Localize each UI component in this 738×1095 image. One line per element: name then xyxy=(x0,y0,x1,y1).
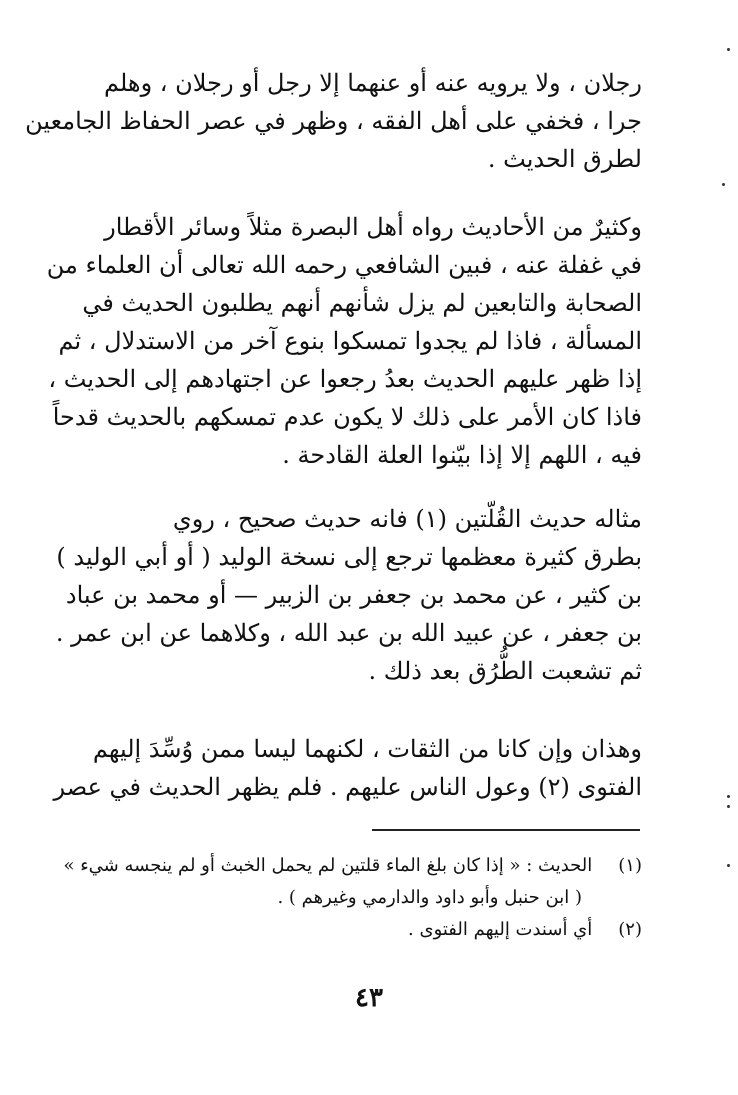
paragraph-1 xyxy=(25,64,642,178)
paragraph-4 xyxy=(53,730,642,806)
paragraph-line: لطرق الحديث . xyxy=(487,145,642,173)
paragraph-line: في غفلة عنه ، فبين الشافعي رحمه الله تعالى أن العلماء من xyxy=(46,251,642,279)
paragraph-2 xyxy=(46,208,642,474)
paragraph-line: بن جعفر ، عن عبيد الله بن عبد الله ، وكلاهما عن ابن عمر . xyxy=(55,619,642,647)
paragraph-line: ثم تشعبت الطُّرُق بعد ذلك . xyxy=(368,657,642,685)
paragraph-line: مثاله حديث القُلّتين (١) فانه حديث صحيح ، روي xyxy=(172,505,642,533)
footnote-number: (١) xyxy=(618,855,642,876)
scan-speck xyxy=(727,864,730,867)
paragraph-line: إذا ظهر عليهم الحديث بعدُ رجعوا عن اجتهادهم إلى الحديث ، xyxy=(48,365,642,393)
footnote-1 xyxy=(63,850,642,882)
paragraph-line: المسألة ، فاذا لم يجدوا تمسكوا بنوع آخر من الاستدلال ، ثم xyxy=(58,327,642,355)
paragraph-line: فاذا كان الأمر على ذلك لا يكون عدم تمسكهم بالحديث قدحاً xyxy=(52,403,642,431)
paragraph-3 xyxy=(55,500,642,690)
paragraph-line: بطرق كثيرة معظمها ترجع إلى نسخة الوليد ( أو أبي الوليد ) xyxy=(56,543,642,571)
footnote-separator xyxy=(372,829,640,831)
scan-speck xyxy=(727,795,730,798)
paragraph-line: الفتوى (٢) وعول الناس عليهم . فلم يظهر الحديث في عصر xyxy=(53,773,642,801)
scan-speck xyxy=(727,805,730,808)
footnotes xyxy=(63,850,642,946)
footnote-2 xyxy=(102,914,642,946)
footnote-text: الحديث : « إذا كان بلغ الماء قلتين لم يحمل الخبث أو لم ينجسه شيء » xyxy=(63,855,593,876)
paragraph-line: الصحابة والتابعين لم يزل شأنهم أنهم يطلبون الحديث في xyxy=(82,289,642,317)
paragraph-line: بن كثير ، عن محمد بن جعفر بن الزبير — أو محمد بن عباد xyxy=(65,581,642,609)
paragraph-line: جرا ، فخفي على أهل الفقه ، وظهر في عصر الحفاظ الجامعين xyxy=(25,107,642,135)
scan-speck xyxy=(722,183,725,186)
page-number: ٤٣ xyxy=(355,983,383,1013)
scan-speck xyxy=(727,48,730,51)
footnote-text: أي أسندت إليهم الفتوى . xyxy=(408,919,593,940)
paragraph-line: فيه ، اللهم إلا إذا بيّنوا العلة القادحة . xyxy=(282,441,642,469)
paragraph-line: رجلان ، ولا يرويه عنه أو عنهما إلا رجل أو رجلان ، وهلم xyxy=(104,69,642,97)
paragraph-line: وكثيرٌ من الأحاديث رواه أهل البصرة مثلاً وسائر الأقطار xyxy=(104,213,642,241)
footnote-1-continuation: ( ابن حنبل وأبو داود والدارمي وغيرهم ) . xyxy=(277,887,582,908)
paragraph-line: وهذان وإن كانا من الثقات ، لكنهما ليسا ممن وُسِّدَ إليهم xyxy=(92,735,642,763)
footnote-number: (٢) xyxy=(618,919,642,940)
